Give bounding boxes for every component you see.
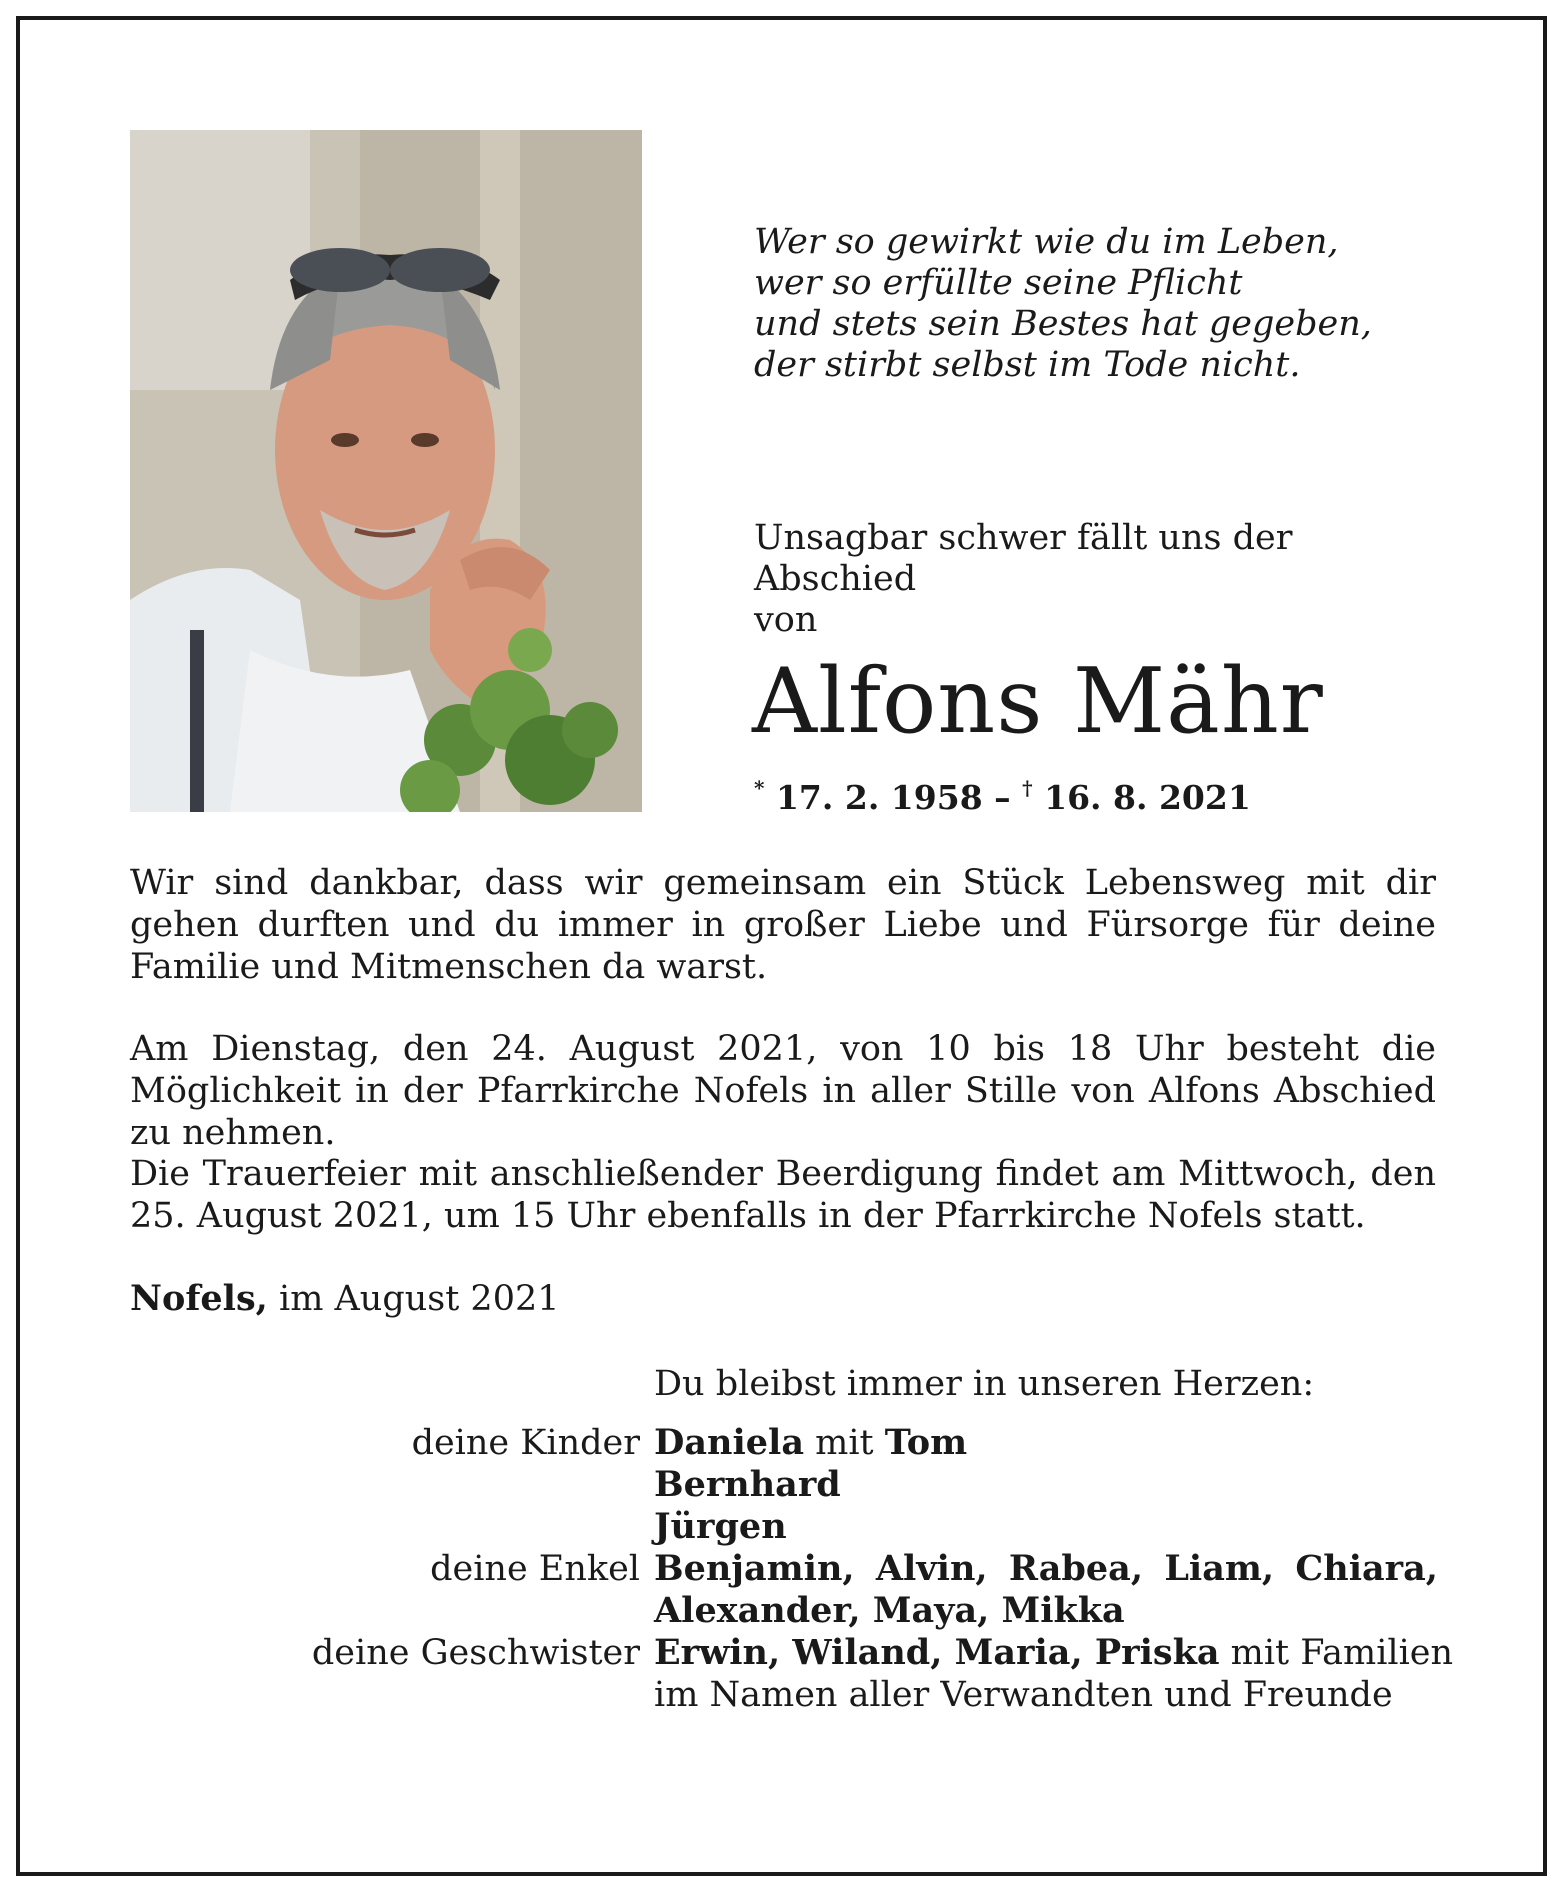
life-dates <box>754 776 1251 817</box>
death-symbol: † <box>1022 776 1033 800</box>
date-dash: – <box>994 778 1011 817</box>
child-name: Daniela <box>654 1422 805 1463</box>
funeral-paragraph: Die Trauerfeier mit anschließender Beerdigung findet am Mittwoch, den 25. August 2021, um 15 Uhr ebenfalls in der Pfarrkirche Nofels statt. <box>130 1154 1436 1236</box>
grandchildren-label: deine Enkel <box>430 1549 640 1589</box>
with-word: mit <box>815 1423 874 1463</box>
place-date <box>130 1278 560 1319</box>
grandchildren-names <box>654 1548 1438 1632</box>
siblings-suffix: mit Familien <box>1230 1633 1454 1673</box>
poem <box>754 222 1372 386</box>
farewell-intro <box>754 518 1454 641</box>
siblings-names <box>654 1632 1453 1716</box>
place-town: Nofels, <box>130 1278 268 1319</box>
sibling-names: Erwin, Wiland, Maria, Priska <box>654 1632 1220 1673</box>
deceased-name: Alfons Mähr <box>752 649 1324 754</box>
closing-line: im Namen aller Verwandten und Freunde <box>654 1675 1393 1715</box>
intro-line: von <box>754 600 818 640</box>
poem-line: Wer so gewirkt wie du im Leben, <box>754 222 1339 262</box>
grandchild-name: Alvin, <box>875 1548 988 1589</box>
place-month: im August 2021 <box>279 1279 560 1319</box>
grandchild-name: Chiara, <box>1295 1548 1438 1589</box>
gratitude-paragraph: Wir sind dankbar, dass wir gemeinsam ein Stück Lebensweg mit dir gehen durften und du immer in großer Liebe und Fürsorge für deine Familie und Mitmenschen da warst. <box>130 863 1436 987</box>
children-names <box>654 1422 967 1548</box>
death-date: 16. 8. 2021 <box>1044 778 1251 817</box>
children-label: deine Kinder <box>411 1423 640 1463</box>
partner-name: Tom <box>884 1422 968 1463</box>
poem-line: der stirbt selbst im Tode nicht. <box>754 345 1301 385</box>
birth-date: 17. 2. 1958 <box>775 778 983 817</box>
grandchild-name: Liam, <box>1164 1548 1275 1589</box>
child-name: Jürgen <box>654 1506 787 1547</box>
siblings-label: deine Geschwister <box>311 1633 640 1673</box>
portrait-photo <box>130 130 642 812</box>
grandchild-names-line: Alexander, Maya, Mikka <box>654 1590 1125 1631</box>
birth-symbol: * <box>754 776 765 800</box>
poem-line: und stets sein Bestes hat gegeben, <box>754 304 1372 344</box>
grandchild-name: Rabea, <box>1008 1548 1144 1589</box>
viewing-paragraph: Am Dienstag, den 24. August 2021, von 10 bis 18 Uhr besteht die Möglichkeit in der Pfarrkirche Nofels in aller Stille von Alfons Abschied zu nehmen. <box>130 1029 1436 1153</box>
family-heading: Du bleibst immer in unseren Herzen: <box>654 1364 1315 1404</box>
intro-line: Unsagbar schwer fällt uns der Abschied <box>754 518 1293 599</box>
poem-line: wer so erfüllte seine Pflicht <box>754 263 1243 303</box>
child-name: Bernhard <box>654 1464 841 1505</box>
grandchild-name: Benjamin, <box>654 1548 855 1589</box>
